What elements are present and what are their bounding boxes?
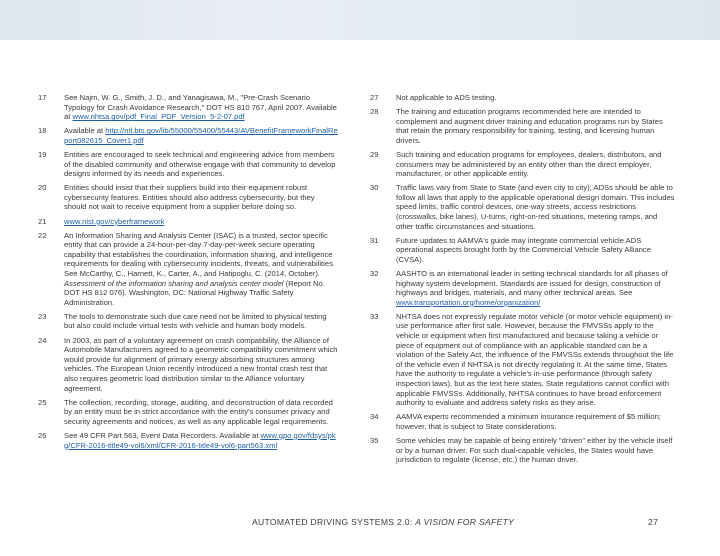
endnote-number: 17 (38, 93, 47, 102)
endnote-text: Entities should insist that their suppliers build into their equipment robust cybersecurity features. Entities should also address cybersecurity, but they should not wait to receive equipment from a supplier before doing so. (64, 183, 315, 212)
endnote-27 (370, 93, 675, 103)
endnote-text: Traffic laws vary from State to State (and even city to city); ADSs should be able to follow all laws that apply to the applicable operational design domain. This includes speed limits, traffic control devices, one-way streets, access restrictions (crosswalks, bike lanes), U-turns, right-on-red situations, metering ramps, and other traffic circumstances and situations. (396, 183, 675, 231)
footer-title-wrap (252, 517, 514, 527)
endnote-text: Such training and education programs for employees, dealers, distributors, and consumers may be administered by an entity other than the direct employer, manufacturer, or other applicable entity. (396, 149, 662, 179)
endnote-17 (38, 93, 338, 122)
endnote-text: The collection, recording, storage, auditing, and deconstruction of data recorded by an entity must be in strict accordance with the entity's consumer privacy and security agreements and notices, as well as any applicable legal requirements. (64, 397, 333, 426)
endnote-19 (38, 150, 338, 179)
endnote-text: Not applicable to ADS testing. (396, 93, 497, 102)
endnote-32 (370, 269, 675, 307)
endnote-34 (370, 412, 675, 431)
endnote-number: 23 (38, 311, 47, 321)
endnote-number: 32 (370, 269, 379, 278)
endnote-link[interactable]: www.nist.gov/cyberframework (64, 216, 165, 226)
endnote-20 (38, 183, 338, 212)
endnote-text: NHTSA does not expressly regulate motor vehicle (or motor vehicle equipment) in-use performance after first sale. However, because the FMVSSs apply to the vehicle or equipment when first manufactured and because taking a vehicle or piece of equipment out of compliance with an applicable standard can be a violation of the Safety Act, the influence of the FMVSSs extends throughout the life of the vehicle even if NHTSA is not directly regulating it. At the same time, States have the authority to regulate a vehicle's in-use performance (through safety inspection laws), but as the text here states, State regulations cannot conflict with applicable FMVSSs. Additionally, NHTSA continues to have broad enforcement authority to evaluate and address safety risks as they arise. (396, 311, 674, 408)
endnote-number: 28 (370, 107, 379, 117)
endnote-text-after: (Report No. DOT HS 812 076). Washington, DC: National Highway Traffic Safety Administration. (64, 278, 325, 307)
endnote-number: 20 (38, 183, 47, 193)
endnote-number: 27 (370, 93, 379, 102)
endnotes-left-column (38, 93, 338, 455)
endnote-number: 26 (38, 430, 47, 440)
endnote-link[interactable]: www.gpo.gov/fdsys/pkg/CFR-2016-title49-vol6/xml/CFR-2016-title49-vol6-part563.xml (64, 430, 336, 450)
endnote-text: AAMVA experts recommended a minimum insurance requirement of $5 million; however, that is subject to State considerations. (396, 412, 661, 431)
endnote-number: 33 (370, 311, 379, 321)
endnote-30 (370, 183, 675, 231)
footer-title: AUTOMATED DRIVING SYSTEMS 2.0: (252, 517, 413, 527)
endnote-22 (38, 231, 338, 308)
endnote-number: 30 (370, 183, 379, 193)
endnote-number: 35 (370, 436, 379, 445)
endnote-number: 25 (38, 397, 47, 407)
endnote-35 (370, 436, 675, 465)
endnote-text: The training and education programs recommended here are intended to complement and augment driver training and education programs run by States that retain the primary responsibility for training, testing, and licensing human drivers. (396, 107, 663, 145)
page-number: 27 (648, 517, 659, 527)
endnote-24 (38, 336, 338, 394)
endnote-link[interactable]: www.nhtsa.gov/pdf_Final_PDF_Version_5-2-07.pdf (72, 112, 245, 122)
endnote-33 (370, 312, 675, 408)
endnote-31 (370, 236, 675, 265)
endnote-text: Entities are encouraged to seek technical and engineering advice from members of the disabled community and otherwise engage with that community to develop designs informed by its needs and experiences. (64, 149, 336, 179)
endnote-18 (38, 126, 338, 145)
endnote-25 (38, 398, 338, 427)
endnote-text: See Najm, W. G., Smith, J. D., and Yanagisawa, M., "Pre-Crash Scenario Typology for Crash Avoidance Research," DOT HS 810 767, April 2007. Available at (64, 93, 337, 122)
header-banner (0, 0, 720, 40)
endnote-text: Available at (64, 126, 104, 136)
endnote-text: See 49 CFR Part 563, Event Data Recorders. Available at (64, 430, 259, 440)
endnote-text: Future updates to AAMVA's guide may integrate commercial vehicle ADS operational aspects brought forth by the Commercial Vehicle Safety Alliance (CVSA). (396, 235, 651, 264)
endnote-number: 34 (370, 412, 379, 422)
endnote-number: 31 (370, 235, 379, 245)
endnote-number: 18 (38, 126, 47, 136)
endnote-number: 22 (38, 230, 47, 240)
endnote-number: 29 (370, 149, 379, 159)
endnote-text: In 2003, as part of a voluntary agreement on crash compatibility, the Alliance of Automobile Manufacturers agreed to a geometric compatibility commitment which would provide for alignment of primary energy absorbing structures among vehicles. The European Union recently introduced a new frontal crash test that also requires geometric load distribution similar to the Alliance voluntary agreement. (64, 335, 338, 393)
endnote-26 (38, 431, 338, 450)
endnote-number: 24 (38, 335, 47, 345)
endnote-text: AASHTO is an international leader in setting technical standards for all phases of highway system development. Standards are issued for design, construction of highways and bridges, materials, and many other technical areas. See (396, 269, 668, 298)
endnote-29 (370, 150, 675, 179)
page-footer (0, 517, 720, 531)
endnotes-right-column (370, 93, 675, 469)
endnote-28 (370, 107, 675, 145)
endnote-21 (38, 217, 338, 227)
endnote-link[interactable]: www.transportation.org/home/organization/ (396, 297, 541, 307)
endnote-text: Some vehicles may be capable of being entirely "driven" either by the vehicle itself or by a human driver. For such dual-capable vehicles, the States would have jurisdiction to regulate (license, etc.) the human driver. (396, 436, 673, 465)
endnote-link[interactable]: http://ntl.bts.gov/lib/55000/55400/55443/AVBenefitFrameworkFinalReport082615_Cover1.pdf (64, 126, 338, 145)
endnote-text: The tools to demonstrate such due care need not be limited to physical testing but also could include virtual tests with vehicle and human body models. (64, 311, 327, 331)
footer-subtitle: A VISION FOR SAFETY (415, 517, 515, 527)
endnote-number: 21 (38, 216, 47, 226)
endnote-number: 19 (38, 149, 47, 159)
endnote-italic-title: Assessment of the information sharing and analysis center model (64, 278, 284, 288)
endnote-text: An Information Sharing and Analysis Center (ISAC) is a trusted, sector specific entity that can provide a 24-hour-per-day 7-day-per-week secure operating capability that establishes the coordination, information sharing, and intelligence requirements for dealing with cybersecurity incidents, threats, and vulnerabilities. See McCarthy, C., Harnett, K., Carter, A., and Hatipoglu, C. (2014, October). (64, 230, 335, 278)
endnote-23 (38, 312, 338, 331)
